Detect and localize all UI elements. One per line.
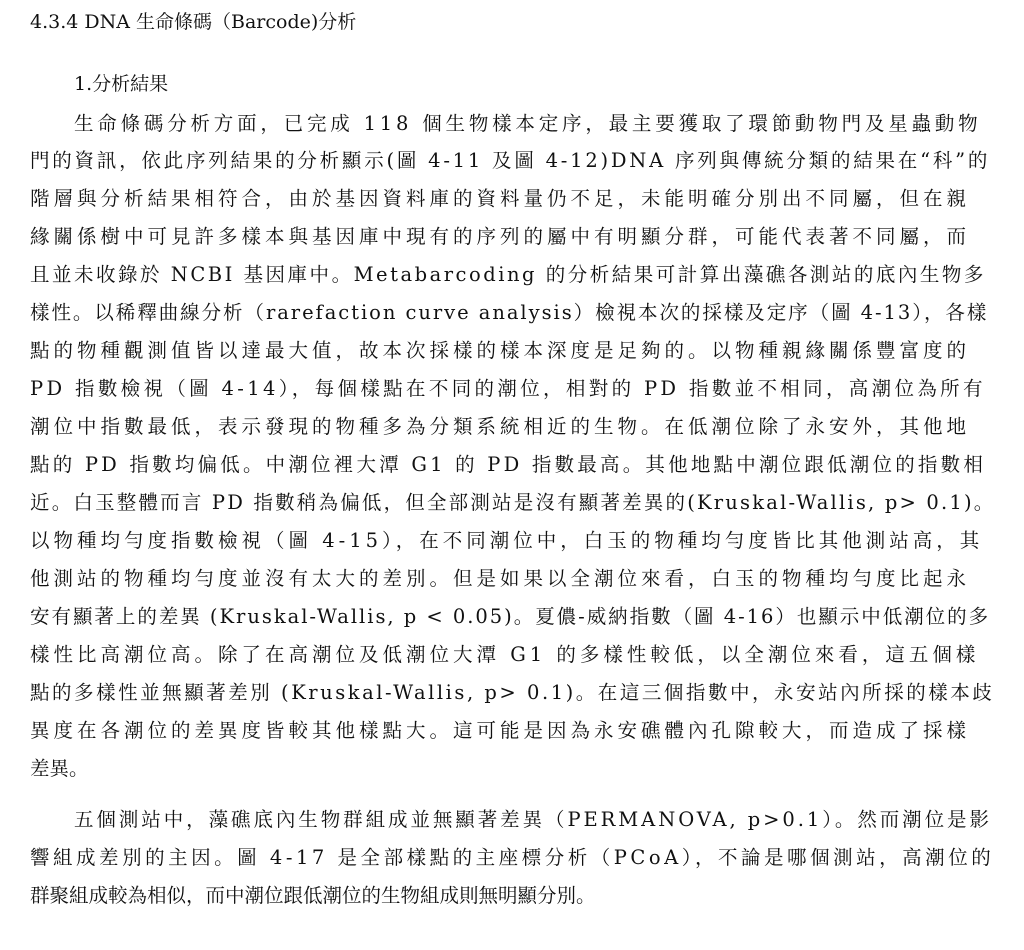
text-line: 樣性。以稀釋曲線分析（rarefaction curve analysis）檢視本次的採樣及定序（圖 4-13），各樣 xyxy=(30,301,989,324)
text-line: 以物種均勻度指數檢視（圖 4-15），在不同潮位中，白玉的物種均勻度皆比其他測站高，其 xyxy=(30,529,984,552)
text-line: 門的資訊，依此序列結果的分析顯示(圖 4-11 及圖 4-12)DNA 序列與傳統分類的結果在“科”的 xyxy=(30,149,991,172)
section-heading: 4.3.4 DNA 生命條碼（Barcode)分析 xyxy=(30,11,357,33)
subsection-heading: 1.分析結果 xyxy=(74,73,169,95)
text-line: 點的多樣性並無顯著差別 (Kruskal-Wallis, p> 0.1)。在這三個指數中，永安站內所採的樣本歧 xyxy=(30,681,995,704)
text-line: 且並未收錄於 NCBI 基因庫中。Metabarcoding 的分析結果可計算出藻礁各測站的底內生物多 xyxy=(30,263,986,286)
text-line: 潮位中指數最低，表示發現的物種多為分類系統相近的生物。在低潮位除了永安外，其他地 xyxy=(30,415,971,438)
text-line: 安有顯著上的差異 (Kruskal-Wallis, p < 0.05)。夏儂-威納指數（圖 4-16）也顯示中低潮位的多 xyxy=(30,605,991,628)
text-line: 異度在各潮位的差異度皆較其他樣點大。這可能是因為永安礁體內孔隙較大，而造成了採樣 xyxy=(30,719,971,742)
text-line: PD 指數檢視（圖 4-14），每個樣點在不同的潮位，相對的 PD 指數並不相同，高潮位為所有 xyxy=(30,377,986,400)
text-line: 生命條碼分析方面，已完成 118 個生物樣本定序，最主要獲取了環節動物門及星蟲動物 xyxy=(74,112,982,135)
text-line: 差異。 xyxy=(30,757,89,780)
text-line: 近。白玉整體而言 PD 指數稍為偏低，但全部測站是沒有顯著差異的(Kruskal-Wallis, p> 0.1)。 xyxy=(30,491,996,514)
text-line: 他測站的物種均勻度並沒有太大的差別。但是如果以全潮位來看，白玉的物種均勻度比起永 xyxy=(30,567,971,590)
text-line: 緣關係樹中可見許多樣本與基因庫中現有的序列的屬中有明顯分群，可能代表著不同屬，而 xyxy=(30,225,971,248)
text-line: 響組成差別的主因。圖 4-17 是全部樣點的主座標分析（PCoA），不論是哪個測站，高潮位的 xyxy=(30,846,995,869)
text-line: 點的 PD 指數均偏低。中潮位裡大潭 G1 的 PD 指數最高。其他地點中潮位跟低潮位的指數相 xyxy=(30,453,987,476)
text-line: 五個測站中，藻礁底內生物群組成並無顯著差異（PERMANOVA, p>0.1）。然而潮位是影 xyxy=(74,808,992,831)
text-line: 階層與分析結果相符合，由於基因資料庫的資料量仍不足，未能明確分別出不同屬，但在親 xyxy=(30,187,971,210)
text-line: 群聚組成較為相似，而中潮位跟低潮位的生物組成則無明顯分別。 xyxy=(30,884,596,907)
text-line: 樣性比高潮位高。除了在高潮位及低潮位大潭 G1 的多樣性較低，以全潮位來看，這五個樣 xyxy=(30,643,980,666)
text-line: 點的物種觀測值皆以達最大值，故本次採樣的樣本深度是足夠的。以物種親緣關係豐富度的 xyxy=(30,339,971,362)
